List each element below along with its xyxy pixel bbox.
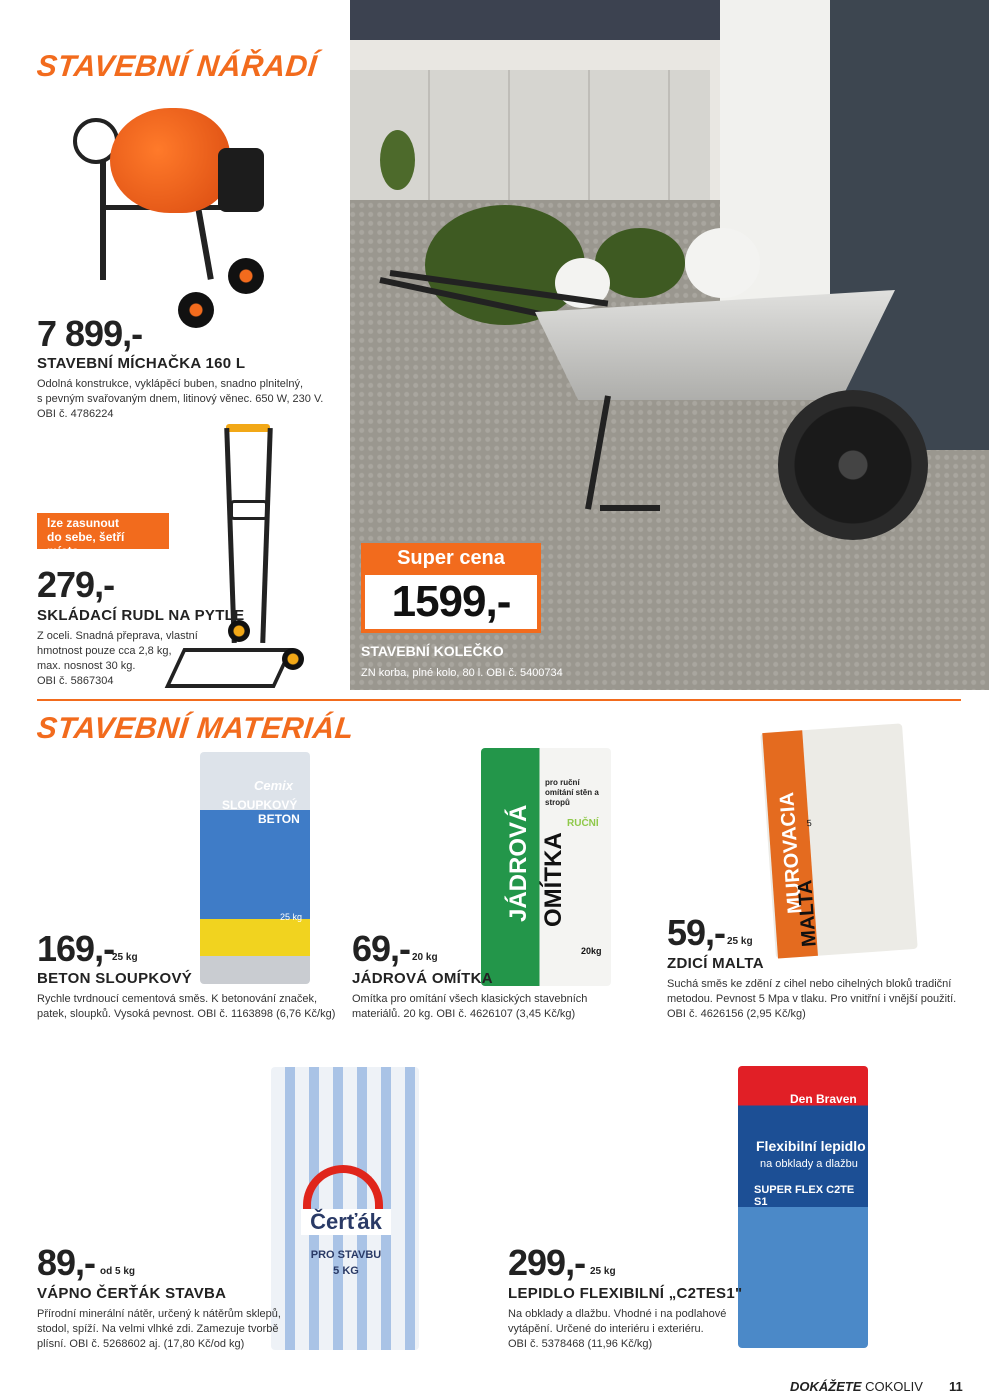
super-price-label: Super cena xyxy=(397,547,505,569)
lepidlo-name: LEPIDLO FLEXIBILNÍ „C2TES1" xyxy=(508,1285,743,1302)
omitka-bag-line4: RUČNÍ xyxy=(567,818,599,829)
lepidlo-bag-image xyxy=(738,1066,868,1348)
lepidlo-desc: Na obklady a dlažbu. Vhodné i na podlahové vytápění. Určené do interiéru i exteriéru. OBI č. 5378468 (11,96 Kč/kg) xyxy=(508,1308,727,1350)
vapno-bag-brand: Čerťák xyxy=(301,1209,391,1235)
omitka-name: JÁDROVÁ OMÍTKA xyxy=(352,970,493,987)
malta-bag-line1: MUROVACIA xyxy=(775,791,807,915)
rudl-tag: lze zasunout do sebe, šetří místo xyxy=(37,513,169,549)
vapno-unit: od 5 kg xyxy=(100,1266,136,1277)
beton-unit: 25 kg xyxy=(112,952,138,963)
omitka-bag-line2: OMÍTKA xyxy=(540,832,567,927)
beton-bag-image xyxy=(200,752,310,984)
section-divider xyxy=(37,699,961,701)
rudl-price: 279,- xyxy=(37,564,115,605)
omitka-bag-image xyxy=(481,748,611,986)
vapno-desc: Přírodní minerální nátěr, určený k nátěrům sklepů, stodol, spíží. Na velmi vlhké zdi. Zamezuje tvorbě plísní. OBI č. 5268602 aj. (17,80 Kč/od kg) xyxy=(37,1308,281,1350)
malta-name: ZDICÍ MALTA xyxy=(667,955,764,972)
page-number: 11 xyxy=(949,1379,963,1394)
rudl-name: SKLÁDACÍ RUDL NA PYTLE xyxy=(37,607,245,624)
omitka-desc: Omítka pro omítání všech klasických stavebních materiálů. 20 kg. OBI č. 4626107 (3,45 Kč/kg) xyxy=(352,993,588,1020)
mixer-name: STAVEBNÍ MÍCHAČKA 160 L xyxy=(37,355,246,372)
beton-bag-line1: SLOUPKOVÝ xyxy=(222,798,298,812)
malta-bag-line3: 5 xyxy=(806,817,813,829)
wheelbarrow-price: 1599,- xyxy=(391,577,511,626)
rudl-desc: Z oceli. Snadná přeprava, vlastní hmotnost pouze cca 2,8 kg, max. nosnost 30 kg. OBI č. 5867304 xyxy=(37,630,198,687)
malta-bag-image xyxy=(760,723,917,958)
vapno-name: VÁPNO ČERŤÁK STAVBA xyxy=(37,1285,227,1302)
beton-price: 169,- xyxy=(37,928,115,969)
omitka-price: 69,- xyxy=(352,928,411,969)
mixer-desc: Odolná konstrukce, vyklápěcí buben, snadno plnitelný, s pevným svařovaným dnem, litinový věnec. 650 W, 230 V. OBI č. 4786224 xyxy=(37,378,324,420)
omitka-bag-weight: 20kg xyxy=(581,946,602,956)
section-title-materials: STAVEBNÍ MATERIÁL xyxy=(35,712,356,745)
wheelbarrow-name: STAVEBNÍ KOLEČKO xyxy=(361,643,504,659)
beton-bag-weight: 25 kg xyxy=(280,912,303,922)
malta-desc: Suchá směs ke zdění z cihel nebo cihelných bloků tradiční metodou. Pevnost 5 Mpa v tlaku. Pro vnitřní i vnější použití. OBI č. 4626156 (2,95 Kč/kg) xyxy=(667,978,957,1020)
vapno-price: 89,- xyxy=(37,1242,96,1283)
lepidlo-bag-line1: Flexibilní lepidlo xyxy=(756,1138,866,1154)
section-title-tools: STAVEBNÍ NÁŘADÍ xyxy=(35,50,319,83)
vapno-bag-line1: PRO STAVBU xyxy=(310,1249,382,1261)
super-price-badge xyxy=(361,543,541,633)
footer-slogan: DOKÁŽETE COKOLIV xyxy=(790,1379,923,1394)
lepidlo-price: 299,- xyxy=(508,1242,586,1283)
lepidlo-bag-line2: na obklady a dlažbu xyxy=(760,1158,858,1170)
beton-bag-line2: BETON xyxy=(258,812,300,826)
vapno-bag-line2: 5 KG xyxy=(333,1265,359,1277)
lepidlo-bag-brand: Den Braven xyxy=(790,1092,857,1106)
omitka-unit: 20 kg xyxy=(412,952,438,963)
malta-bag-line2: MALTA xyxy=(794,879,821,948)
beton-bag-brand: Cemix xyxy=(254,778,294,793)
wheelbarrow-desc: ZN korba, plné kolo, 80 l. OBI č. 5400734 xyxy=(361,667,563,679)
mixer-price: 7 899,- xyxy=(37,313,143,354)
malta-price: 59,- xyxy=(667,912,726,953)
malta-unit: 25 kg xyxy=(727,936,753,947)
beton-desc: Rychle tvrdnoucí cementová směs. K betonování značek, patek, sloupků. Vysoká pevnost. OBI č. 1163898 (6,76 Kč/kg) xyxy=(37,993,336,1020)
lepidlo-bag-line3: SUPER FLEX C2TE S1 xyxy=(754,1184,855,1208)
lepidlo-unit: 25 kg xyxy=(590,1266,616,1277)
omitka-bag-line3: pro ruční omítání stěn a stropů xyxy=(545,778,599,807)
beton-name: BETON SLOUPKOVÝ xyxy=(37,970,193,987)
omitka-bag-line1: JÁDROVÁ xyxy=(505,804,532,922)
